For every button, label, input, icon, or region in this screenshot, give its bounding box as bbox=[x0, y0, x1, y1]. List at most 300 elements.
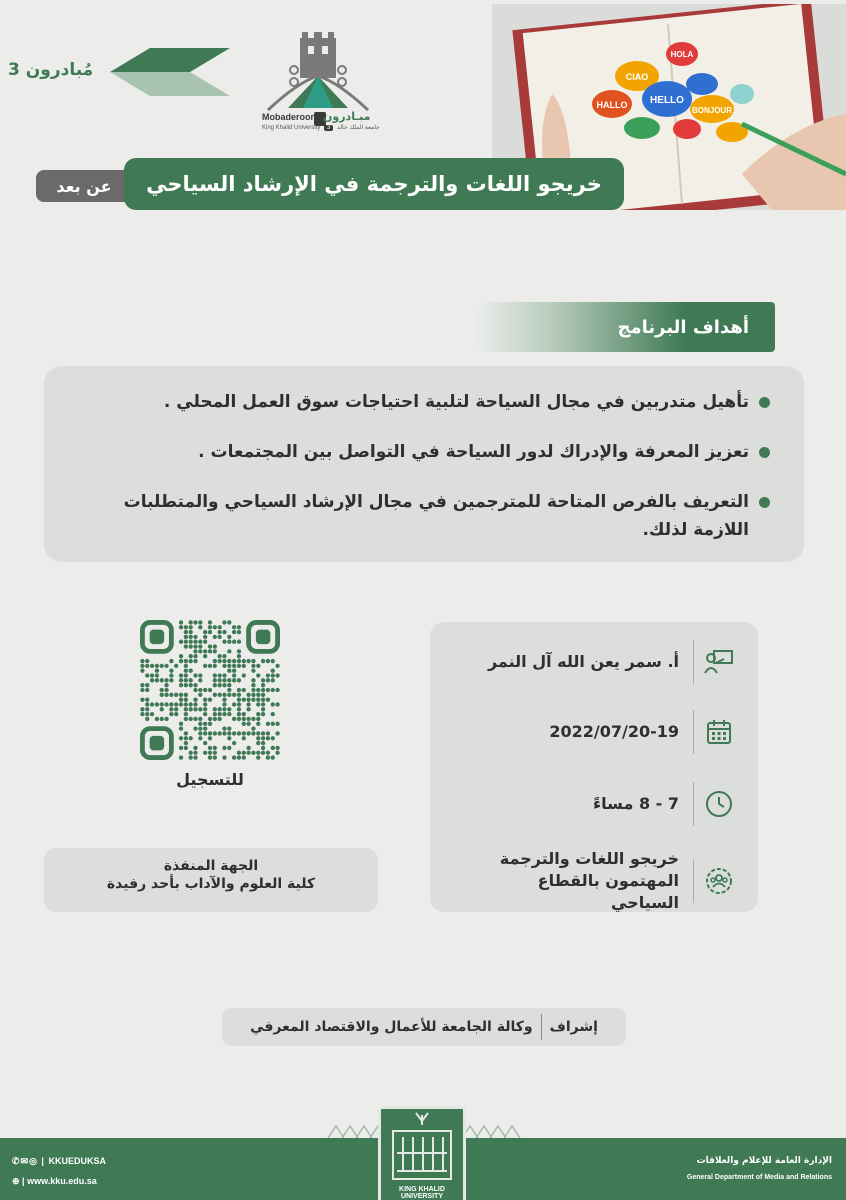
qr-module bbox=[227, 736, 231, 740]
qr-module bbox=[213, 751, 217, 755]
arrow-decoration bbox=[110, 48, 230, 96]
qr-module bbox=[256, 717, 260, 721]
qr-module bbox=[193, 702, 197, 706]
qr-module bbox=[266, 659, 270, 663]
qr-module bbox=[208, 731, 212, 735]
qr-module bbox=[261, 702, 265, 706]
qr-module bbox=[261, 683, 265, 687]
qr-module bbox=[208, 620, 212, 624]
qr-module bbox=[213, 644, 217, 648]
qr-module bbox=[222, 659, 226, 663]
qr-module bbox=[189, 755, 193, 759]
qr-module bbox=[203, 688, 207, 692]
qr-module bbox=[222, 712, 226, 716]
qr-module bbox=[179, 693, 183, 697]
qr-module bbox=[198, 644, 202, 648]
qr-module bbox=[198, 649, 202, 653]
qr-module bbox=[155, 669, 159, 673]
qr-module bbox=[227, 693, 231, 697]
qr-module bbox=[179, 640, 183, 644]
logo-sub-en: King Khalid University bbox=[262, 125, 321, 131]
qr-module bbox=[198, 640, 202, 644]
qr-module bbox=[203, 707, 207, 711]
qr-module bbox=[275, 673, 279, 677]
qr-module bbox=[213, 707, 217, 711]
audience-icon bbox=[700, 862, 738, 900]
qr-module bbox=[155, 673, 159, 677]
qr-module bbox=[203, 726, 207, 730]
qr-module bbox=[232, 640, 236, 644]
qr-module bbox=[189, 751, 193, 755]
qr-module bbox=[275, 664, 279, 668]
qr-module bbox=[184, 697, 188, 701]
qr-module bbox=[237, 640, 241, 644]
qr-module bbox=[150, 678, 154, 682]
qr-module bbox=[213, 746, 217, 750]
qr-module bbox=[232, 664, 236, 668]
qr-module bbox=[179, 722, 183, 726]
qr-module bbox=[232, 630, 236, 634]
qr-finder-inner bbox=[150, 630, 164, 644]
qr-module bbox=[213, 731, 217, 735]
qr-module bbox=[169, 669, 173, 673]
qr-module bbox=[155, 717, 159, 721]
qr-module bbox=[184, 640, 188, 644]
qr-module bbox=[193, 755, 197, 759]
qr-module bbox=[145, 659, 149, 663]
emblem-label: KING KHALID UNIVERSITY bbox=[399, 1186, 445, 1200]
qr-module bbox=[189, 654, 193, 658]
qr-module bbox=[198, 707, 202, 711]
audience-row bbox=[438, 848, 738, 914]
qr-module bbox=[174, 712, 178, 716]
qr-module bbox=[203, 640, 207, 644]
qr-module bbox=[203, 722, 207, 726]
qr-module bbox=[193, 635, 197, 639]
qr-module bbox=[203, 751, 207, 755]
qr-module bbox=[189, 640, 193, 644]
qr-module bbox=[193, 751, 197, 755]
qr-module bbox=[261, 659, 265, 663]
qr-module bbox=[184, 673, 188, 677]
qr-module bbox=[174, 693, 178, 697]
svg-text:HALLO: HALLO bbox=[596, 100, 628, 110]
registration-label: للتسجيل bbox=[176, 770, 244, 789]
qr-module bbox=[169, 693, 173, 697]
qr-module bbox=[232, 702, 236, 706]
qr-module bbox=[261, 693, 265, 697]
qr-module bbox=[169, 673, 173, 677]
qr-module bbox=[237, 630, 241, 634]
qr-module bbox=[198, 722, 202, 726]
qr-module bbox=[213, 755, 217, 759]
logo-name-ar: مبـادرون bbox=[323, 110, 371, 123]
qr-module bbox=[266, 697, 270, 701]
qr-module bbox=[208, 697, 212, 701]
qr-module bbox=[227, 712, 231, 716]
qr-module bbox=[256, 712, 260, 716]
qr-module bbox=[217, 673, 221, 677]
qr-module bbox=[256, 702, 260, 706]
qr-module bbox=[189, 669, 193, 673]
qr-module bbox=[217, 630, 221, 634]
goals-box bbox=[44, 366, 804, 562]
qr-module bbox=[256, 673, 260, 677]
qr-module bbox=[237, 712, 241, 716]
calendar-icon bbox=[700, 713, 738, 751]
qr-module bbox=[169, 712, 173, 716]
qr-module bbox=[246, 722, 250, 726]
social-links[interactable] bbox=[12, 1156, 106, 1167]
svg-text:BONJOUR: BONJOUR bbox=[691, 106, 733, 115]
qr-module bbox=[251, 726, 255, 730]
qr-module bbox=[160, 717, 164, 721]
qr-module bbox=[140, 664, 144, 668]
qr-module bbox=[208, 751, 212, 755]
qr-module bbox=[251, 688, 255, 692]
qr-module bbox=[145, 673, 149, 677]
event-date: 2022/07/20-19 bbox=[549, 722, 679, 741]
logo-sub-ar: جامعة الملك خالد bbox=[337, 125, 380, 131]
qr-module bbox=[184, 678, 188, 682]
qr-module bbox=[237, 731, 241, 735]
qr-module bbox=[256, 755, 260, 759]
qr-module bbox=[189, 702, 193, 706]
qr-module bbox=[213, 659, 217, 663]
divider bbox=[693, 640, 694, 684]
qr-module bbox=[193, 717, 197, 721]
qr-module bbox=[145, 707, 149, 711]
qr-module bbox=[189, 707, 193, 711]
qr-module bbox=[193, 620, 197, 624]
qr-module bbox=[256, 697, 260, 701]
qr-module bbox=[179, 620, 183, 624]
qr-module bbox=[237, 697, 241, 701]
qr-module bbox=[198, 688, 202, 692]
qr-module bbox=[193, 649, 197, 653]
qr-module bbox=[227, 726, 231, 730]
qr-module bbox=[150, 673, 154, 677]
qr-module bbox=[174, 664, 178, 668]
qr-module bbox=[251, 731, 255, 735]
qr-module bbox=[150, 702, 154, 706]
program-title: خريجو اللغات والترجمة في الإرشاد السياحي bbox=[146, 172, 602, 196]
qr-module bbox=[222, 683, 226, 687]
qr-module bbox=[232, 731, 236, 735]
qr-module bbox=[237, 678, 241, 682]
qr-module bbox=[213, 649, 217, 653]
qr-module bbox=[275, 751, 279, 755]
time-row bbox=[438, 782, 738, 826]
goals-heading: أهداف البرنامج bbox=[617, 316, 749, 338]
qr-module bbox=[222, 664, 226, 668]
qr-module bbox=[232, 693, 236, 697]
qr-module bbox=[198, 620, 202, 624]
qr-module bbox=[208, 630, 212, 634]
logo-name-en: Mobaderoon bbox=[262, 112, 316, 122]
qr-module bbox=[145, 712, 149, 716]
qr-module bbox=[271, 669, 275, 673]
qr-module bbox=[266, 731, 270, 735]
qr-module bbox=[184, 683, 188, 687]
qr-module bbox=[198, 726, 202, 730]
qr-module bbox=[242, 712, 246, 716]
qr-module bbox=[213, 712, 217, 716]
qr-module bbox=[140, 688, 144, 692]
qr-module bbox=[179, 654, 183, 658]
qr-module bbox=[179, 625, 183, 629]
qr-module bbox=[208, 649, 212, 653]
qr-module bbox=[256, 722, 260, 726]
qr-module bbox=[227, 683, 231, 687]
qr-module bbox=[198, 736, 202, 740]
qr-module bbox=[251, 669, 255, 673]
qr-module bbox=[193, 683, 197, 687]
qr-module bbox=[266, 751, 270, 755]
dept-name-en: General Department of Media and Relations bbox=[686, 1174, 832, 1181]
qr-module bbox=[237, 702, 241, 706]
qr-module bbox=[140, 707, 144, 711]
qr-module bbox=[237, 688, 241, 692]
qr-module bbox=[242, 722, 246, 726]
qr-module bbox=[145, 697, 149, 701]
qr-module bbox=[145, 702, 149, 706]
qr-module bbox=[222, 755, 226, 759]
qr-module bbox=[169, 659, 173, 663]
qr-module bbox=[213, 673, 217, 677]
logo-badge-number: 3 bbox=[324, 125, 333, 131]
qr-module bbox=[246, 697, 250, 701]
qr-module bbox=[160, 693, 164, 697]
qr-module bbox=[237, 625, 241, 629]
qr-module bbox=[203, 654, 207, 658]
qr-module bbox=[271, 712, 275, 716]
qr-module bbox=[266, 678, 270, 682]
qr-module bbox=[217, 678, 221, 682]
qr-module bbox=[256, 664, 260, 668]
qr-module bbox=[217, 625, 221, 629]
qr-module bbox=[256, 751, 260, 755]
clock-icon bbox=[700, 785, 738, 823]
qr-module bbox=[140, 712, 144, 716]
qr-module bbox=[261, 688, 265, 692]
qr-module bbox=[150, 664, 154, 668]
qr-module bbox=[246, 702, 250, 706]
qr-module bbox=[189, 683, 193, 687]
qr-module bbox=[155, 702, 159, 706]
qr-module bbox=[189, 630, 193, 634]
qr-module bbox=[203, 649, 207, 653]
qr-module bbox=[179, 683, 183, 687]
qr-module bbox=[271, 755, 275, 759]
qr-module bbox=[160, 678, 164, 682]
qr-module bbox=[179, 755, 183, 759]
qr-module bbox=[237, 751, 241, 755]
qr-module bbox=[271, 673, 275, 677]
qr-module bbox=[184, 717, 188, 721]
qr-module bbox=[256, 741, 260, 745]
qr-module bbox=[179, 726, 183, 730]
qr-module bbox=[251, 751, 255, 755]
registration-qr-code[interactable] bbox=[140, 620, 280, 760]
qr-module bbox=[164, 664, 168, 668]
qr-module bbox=[189, 635, 193, 639]
mode-tag: عن بعد bbox=[36, 170, 132, 202]
bullet-icon bbox=[759, 397, 770, 408]
qr-module bbox=[203, 635, 207, 639]
executor-box bbox=[44, 848, 378, 912]
qr-module bbox=[169, 702, 173, 706]
qr-module bbox=[261, 678, 265, 682]
qr-module bbox=[271, 722, 275, 726]
qr-module bbox=[217, 659, 221, 663]
goal-item bbox=[70, 438, 770, 466]
qr-module bbox=[213, 635, 217, 639]
qr-module bbox=[203, 664, 207, 668]
qr-module bbox=[145, 683, 149, 687]
qr-module bbox=[198, 625, 202, 629]
qr-module bbox=[179, 673, 183, 677]
divider bbox=[541, 1014, 542, 1040]
qr-module bbox=[217, 717, 221, 721]
qr-module bbox=[160, 707, 164, 711]
qr-module bbox=[271, 659, 275, 663]
qr-module bbox=[179, 659, 183, 663]
qr-module bbox=[251, 678, 255, 682]
qr-module bbox=[232, 755, 236, 759]
qr-module bbox=[227, 746, 231, 750]
divider bbox=[693, 782, 694, 826]
social-handle: KKUEDUKSA bbox=[48, 1156, 106, 1166]
qr-module bbox=[155, 664, 159, 668]
qr-module bbox=[140, 683, 144, 687]
qr-module bbox=[203, 712, 207, 716]
qr-module bbox=[251, 717, 255, 721]
qr-module bbox=[275, 702, 279, 706]
divider bbox=[693, 859, 694, 903]
qr-module bbox=[261, 712, 265, 716]
event-time: 7 - 8 مساءً bbox=[592, 794, 679, 813]
qr-module bbox=[232, 678, 236, 682]
qr-module bbox=[184, 712, 188, 716]
qr-module bbox=[246, 693, 250, 697]
qr-module bbox=[237, 707, 241, 711]
qr-module bbox=[193, 707, 197, 711]
qr-module bbox=[189, 678, 193, 682]
qr-module bbox=[222, 707, 226, 711]
qr-module bbox=[222, 678, 226, 682]
university-emblem-icon bbox=[381, 1109, 463, 1189]
qr-module bbox=[208, 717, 212, 721]
qr-module bbox=[237, 659, 241, 663]
qr-module bbox=[184, 625, 188, 629]
qr-module bbox=[232, 625, 236, 629]
qr-module bbox=[266, 688, 270, 692]
goal-text: تأهيل متدربين في مجال السياحة لتلبية احتياجات سوق العمل المحلي . bbox=[163, 392, 749, 412]
qr-module bbox=[155, 678, 159, 682]
qr-module bbox=[246, 731, 250, 735]
qr-module bbox=[184, 741, 188, 745]
qr-module bbox=[275, 731, 279, 735]
qr-module bbox=[174, 702, 178, 706]
qr-module bbox=[208, 746, 212, 750]
qr-module bbox=[246, 707, 250, 711]
qr-module bbox=[213, 683, 217, 687]
qr-module bbox=[256, 731, 260, 735]
qr-module bbox=[246, 751, 250, 755]
qr-module bbox=[213, 693, 217, 697]
qr-module bbox=[198, 731, 202, 735]
qr-module bbox=[261, 736, 265, 740]
qr-module bbox=[179, 678, 183, 682]
qr-module bbox=[242, 717, 246, 721]
qr-module bbox=[189, 736, 193, 740]
dept-name-ar: الإدارة العامة للإعلام والعلاقات bbox=[696, 1156, 832, 1166]
bullet-icon bbox=[759, 497, 770, 508]
qr-module bbox=[261, 746, 265, 750]
qr-module bbox=[266, 755, 270, 759]
qr-module bbox=[256, 688, 260, 692]
qr-module bbox=[198, 717, 202, 721]
qr-module bbox=[227, 669, 231, 673]
qr-module bbox=[208, 664, 212, 668]
qr-module bbox=[198, 678, 202, 682]
qr-module bbox=[237, 649, 241, 653]
bullet-icon bbox=[759, 447, 770, 458]
qr-module bbox=[217, 683, 221, 687]
qr-module bbox=[145, 688, 149, 692]
qr-module bbox=[189, 620, 193, 624]
qr-module bbox=[222, 640, 226, 644]
qr-module bbox=[203, 697, 207, 701]
qr-module bbox=[193, 644, 197, 648]
presenter-name: أ. سمر يعن الله آل النمر bbox=[487, 652, 679, 671]
qr-module bbox=[150, 712, 154, 716]
qr-module bbox=[208, 688, 212, 692]
supervision-box bbox=[222, 1008, 626, 1046]
qr-module bbox=[261, 751, 265, 755]
qr-module bbox=[217, 654, 221, 658]
qr-module bbox=[266, 722, 270, 726]
qr-module bbox=[271, 736, 275, 740]
website-link[interactable] bbox=[12, 1176, 97, 1187]
qr-module bbox=[189, 659, 193, 663]
qr-module bbox=[217, 635, 221, 639]
qr-module bbox=[208, 755, 212, 759]
qr-module bbox=[193, 697, 197, 701]
qr-module bbox=[222, 654, 226, 658]
svg-text:HOLA: HOLA bbox=[670, 50, 694, 59]
svg-text:HELLO: HELLO bbox=[650, 95, 684, 106]
qr-module bbox=[251, 683, 255, 687]
qr-module bbox=[193, 654, 197, 658]
qr-module bbox=[227, 731, 231, 735]
goal-item bbox=[70, 488, 770, 544]
qr-module bbox=[222, 702, 226, 706]
qr-module bbox=[164, 702, 168, 706]
qr-module bbox=[222, 731, 226, 735]
qr-module bbox=[237, 664, 241, 668]
qr-module bbox=[164, 683, 168, 687]
qr-module bbox=[160, 688, 164, 692]
qr-module bbox=[222, 673, 226, 677]
qr-module bbox=[232, 669, 236, 673]
qr-module bbox=[208, 736, 212, 740]
qr-module bbox=[256, 693, 260, 697]
qr-module bbox=[184, 693, 188, 697]
qr-module bbox=[198, 673, 202, 677]
qr-module bbox=[232, 659, 236, 663]
